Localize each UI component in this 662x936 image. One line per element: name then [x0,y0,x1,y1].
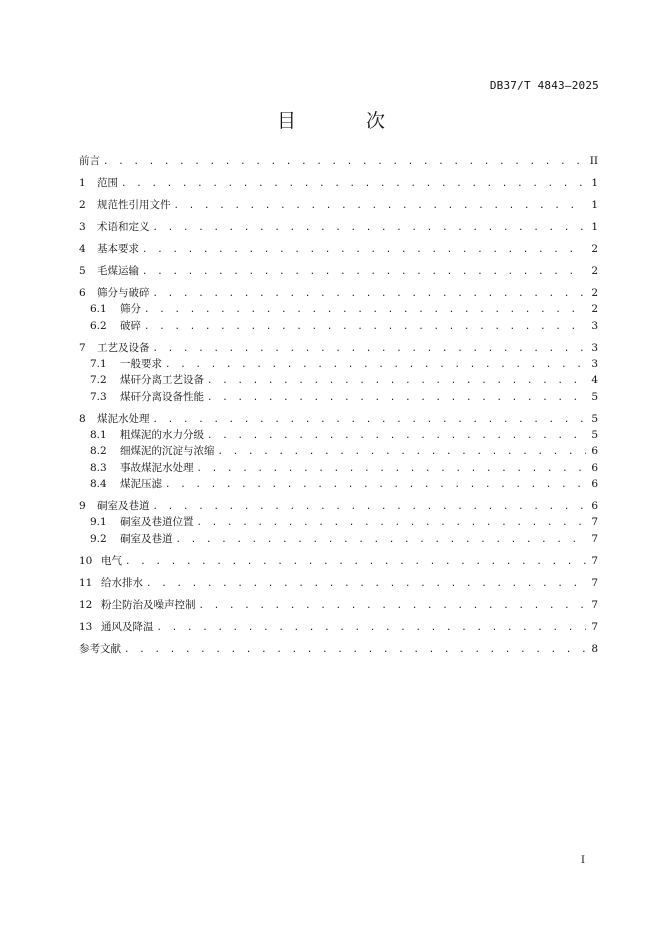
toc-entry-number: 6.1 [90,303,107,315]
toc-entry-page: 7 [591,576,598,589]
toc-leader-dots [144,322,586,332]
toc-entry-label: 一般要求 [120,357,162,370]
toc-entry-page: 2 [591,265,598,277]
toc-entry-label: 毛煤运输 [97,265,139,277]
toc-entry-label: 煤泥压滤 [120,478,162,490]
toc-entry-label: 参考文献 [79,642,121,655]
toc-entry-page: 7 [591,620,598,633]
toc-entry-label: 规范性引用文件 [97,199,171,211]
toc-entry-label: 范围 [97,177,118,189]
toc-entry-label: 前言 [79,155,100,167]
toc-entry[interactable] [79,460,598,473]
toc-entry-page: 6 [591,461,598,474]
toc-entry-number: 9 [79,500,86,512]
toc-entry-label: 筛分与破碎 [97,287,150,299]
toc-entry-number: 13 [79,620,93,633]
toc-entry[interactable] [79,476,598,489]
toc-entry-number: 10 [79,554,93,567]
toc-entry[interactable] [79,411,598,424]
toc-entry-page: II [589,155,598,167]
toc-leader-dots [197,464,587,474]
toc-entry-number: 9.1 [90,516,107,528]
toc-entry-label: 破碎 [120,319,141,332]
toc-entry[interactable] [79,197,598,210]
toc-entry-number: 7.1 [90,357,107,370]
toc-entry-page: 6 [591,445,598,457]
toc-leader-dots [142,245,586,255]
toc-leader-dots [207,393,586,403]
document-number: DB37/T 4843—2025 [489,79,599,92]
toc-leader-dots [153,344,587,354]
toc-entry-number: 3 [79,221,86,233]
toc-leader-dots [218,447,587,457]
toc-entry[interactable] [79,553,598,566]
toc-entry-page: 4 [591,374,598,386]
toc-entry[interactable] [79,641,598,654]
toc-entry-number: 7.3 [90,390,107,403]
toc-entry[interactable] [79,427,598,440]
toc-entry-page: 1 [591,177,598,189]
toc-entry-number: 7 [79,341,86,354]
toc-entry[interactable] [79,285,598,298]
toc-entry-label: 筛分 [120,303,141,315]
toc-entry-number: 8.4 [90,478,107,490]
page-number: I [581,855,585,866]
toc-entry-page: 3 [591,319,598,332]
toc-entry-page: 7 [591,516,598,528]
toc-leader-dots [142,267,586,277]
toc-entry-label: 硐室及巷道 [120,532,173,545]
toc-entry-label: 粗煤泥的水力分级 [120,428,204,441]
toc-leader-dots [103,157,586,167]
toc-entry-number: 8.2 [90,445,107,457]
toc-entry-number: 5 [79,265,86,277]
toc-entry-label: 煤矸分离工艺设备 [120,374,204,386]
toc-entry-page: 7 [591,532,598,545]
toc-entry-page: 5 [591,390,598,403]
toc-entry[interactable] [79,514,598,527]
toc-entry-label: 电气 [101,554,122,567]
toc-entry-label: 给水排水 [101,576,143,589]
toc-entry-page: 5 [591,412,598,425]
toc-entry-number: 6 [79,287,86,299]
toc-entry[interactable] [79,389,598,402]
page-title: 目 次 [276,110,418,132]
toc-entry-page: 3 [591,357,598,370]
toc-leader-dots [153,415,587,425]
toc-entry-page: 5 [591,428,598,441]
toc-entry-page: 7 [591,554,598,567]
toc-leader-dots [207,431,586,441]
toc-entry[interactable] [79,318,598,331]
toc-entry-label: 粉尘防治及噪声控制 [101,598,196,611]
toc-entry[interactable] [79,443,598,456]
toc-leader-dots [157,623,587,633]
toc-entry-number: 8.1 [90,428,107,441]
toc-entry-label: 细煤泥的沉淀与浓缩 [120,445,215,457]
toc-entry-page: 8 [591,642,598,655]
toc-entry-number: 4 [79,243,86,255]
toc-leader-dots [124,645,586,655]
toc-leader-dots [174,201,587,211]
toc-entry-label: 硐室及巷道位置 [120,516,194,528]
toc-entry[interactable] [79,531,598,544]
toc-entry-page: 2 [591,303,598,315]
toc-entry[interactable] [79,372,598,385]
toc-entry-number: 9.2 [90,532,107,545]
toc-entry-page: 6 [591,500,598,512]
toc-leader-dots [165,480,586,490]
toc-entry[interactable] [79,263,598,276]
toc-leader-dots [153,289,587,299]
toc-leader-dots [153,502,587,512]
toc-leader-dots [165,360,586,370]
toc-entry[interactable] [79,175,598,188]
toc-entry-number: 6.2 [90,319,107,332]
toc-leader-dots [199,601,587,611]
toc-entry[interactable] [79,241,598,254]
toc-leader-dots [146,579,586,589]
toc-leader-dots [125,557,586,567]
toc-leader-dots [153,223,587,233]
toc-entry-number: 8.3 [90,461,107,474]
toc-entry-number: 11 [79,576,93,589]
table-of-contents [79,155,598,655]
toc-entry-label: 煤泥水处理 [97,412,150,425]
toc-entry-label: 煤矸分离设备性能 [120,390,204,403]
toc-entry-page: 7 [591,598,598,611]
toc-entry-label: 基本要求 [97,243,139,255]
toc-leader-dots [176,535,587,545]
toc-entry-label: 硐室及巷道 [97,500,150,512]
toc-entry-label: 通风及降温 [101,620,154,633]
toc-entry[interactable] [79,153,598,166]
toc-entry-page: 2 [591,287,598,299]
toc-entry[interactable] [79,356,598,369]
toc-entry-page: 2 [591,243,598,255]
toc-entry-page: 6 [591,478,598,490]
toc-entry-number: 2 [79,199,86,211]
toc-leader-dots [121,179,586,189]
toc-leader-dots [144,305,586,315]
toc-entry-number: 8 [79,412,86,425]
toc-entry-page: 1 [591,199,598,211]
toc-entry-page: 1 [591,221,598,233]
toc-entry-label: 事故煤泥水处理 [120,461,194,474]
toc-entry[interactable] [79,619,598,632]
toc-entry-label: 术语和定义 [97,221,150,233]
toc-entry[interactable] [79,597,598,610]
toc-entry-label: 工艺及设备 [97,341,150,354]
toc-entry-number: 1 [79,177,86,189]
toc-leader-dots [207,376,586,386]
toc-leader-dots [197,518,587,528]
toc-entry-page: 3 [591,341,598,354]
toc-entry[interactable] [79,301,598,314]
toc-entry[interactable] [79,575,598,588]
toc-entry[interactable] [79,498,598,511]
toc-entry[interactable] [79,340,598,353]
toc-entry-number: 12 [79,598,93,611]
toc-entry-number: 7.2 [90,374,107,386]
toc-entry[interactable] [79,219,598,232]
